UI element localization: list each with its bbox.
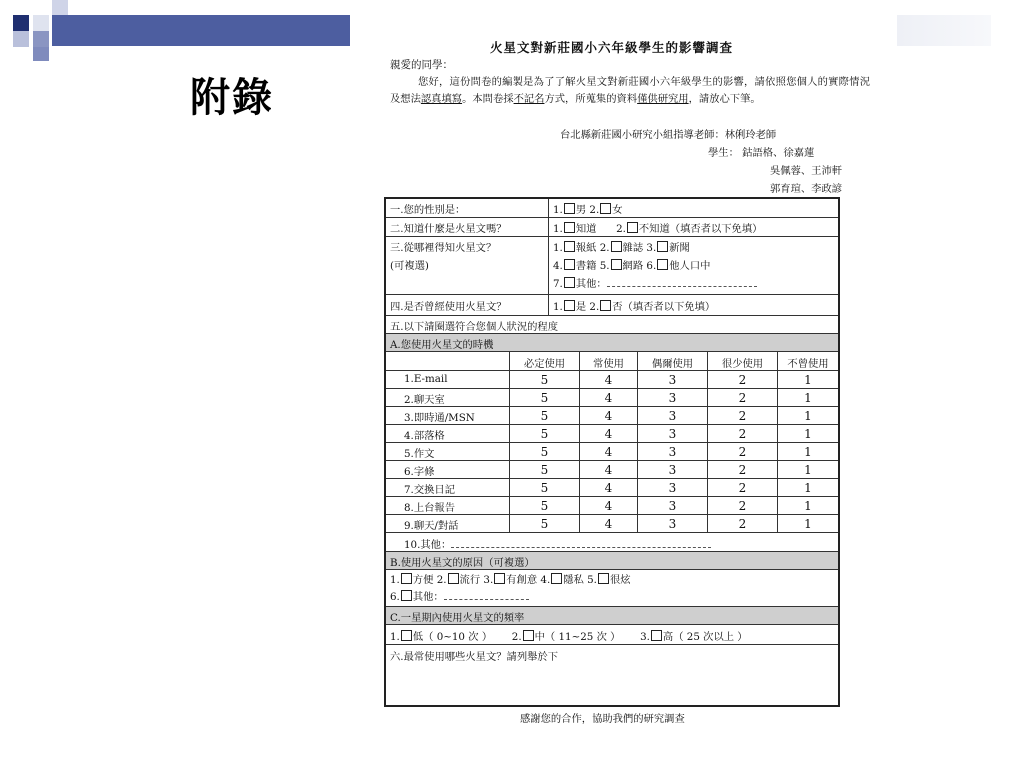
checkbox[interactable]: [564, 203, 575, 214]
rating-score[interactable]: 2: [707, 407, 777, 424]
option-text: 雜誌 3.: [622, 242, 657, 254]
option-text: 方便 2.: [412, 574, 447, 586]
greeting: 親愛的同學：: [390, 59, 453, 71]
question-label: 六.最常使用哪些火星文？請列舉於下: [390, 651, 559, 663]
option-line: [553, 239, 838, 257]
rating-item-label: 7.交換日記: [404, 484, 456, 496]
checkbox[interactable]: [564, 259, 575, 270]
rating-score[interactable]: 3: [637, 407, 707, 424]
answer-cell: [548, 199, 838, 217]
survey-title: 火星文對新莊國小六年級學生的影響調查: [490, 40, 734, 55]
checkbox[interactable]: [401, 590, 412, 601]
answer-cell: [548, 295, 838, 315]
question-row: [386, 237, 838, 295]
option-text: 1.: [553, 242, 563, 254]
option-text: 他人口中: [669, 260, 711, 272]
question-label: 二.知道什麼是火星文嗎？: [390, 223, 507, 235]
option-text: 不知道（填否者以下免填）: [638, 223, 763, 235]
rating-score[interactable]: 3: [637, 497, 707, 514]
option-text: 網路 6.: [622, 260, 657, 272]
decoration-square: [33, 31, 49, 47]
checkbox[interactable]: [448, 573, 459, 584]
fill-in-line[interactable]: [444, 591, 529, 600]
rating-score[interactable]: 1: [777, 515, 838, 532]
option-text: 中（ 11~25 次 ）: [534, 631, 621, 643]
rating-score[interactable]: 1: [777, 479, 838, 496]
rating-header: 偶爾使用: [637, 352, 707, 370]
checkbox[interactable]: [564, 300, 575, 311]
section-label: C.一星期內使用火星文的頻率: [390, 612, 525, 624]
other-label: 10.其他：: [404, 539, 452, 551]
rating-score[interactable]: 2: [707, 443, 777, 460]
question-row: [386, 199, 838, 218]
rating-header: 必定使用: [509, 352, 579, 370]
checkbox[interactable]: [564, 222, 575, 233]
question-label: 五.以下請圈選符合您個人狀況的程度: [390, 321, 559, 333]
rating-score[interactable]: 1: [777, 425, 838, 442]
option-text: 1.: [390, 574, 400, 586]
intro-text: ，請放心下筆。: [688, 93, 761, 105]
rating-score[interactable]: 1: [777, 497, 838, 514]
rating-score[interactable]: 2: [707, 515, 777, 532]
question-label: 四.是否曾經使用火星文？: [390, 301, 507, 313]
rating-row: [386, 479, 838, 497]
intro-text: 方式，所蒐集的資料: [544, 93, 638, 105]
rating-score[interactable]: 4: [579, 515, 637, 532]
question-row: [386, 645, 838, 705]
rating-score[interactable]: 4: [579, 479, 637, 496]
checkbox[interactable]: [598, 573, 609, 584]
option-text: 隱私 5.: [563, 574, 597, 586]
intro-underlined: 僅供研究用: [637, 93, 689, 105]
checkbox[interactable]: [600, 300, 611, 311]
options-row: [386, 570, 838, 607]
decoration-square: [33, 47, 49, 61]
option-text: 男 2.: [575, 204, 600, 216]
option-text: 女: [612, 204, 623, 216]
rating-score[interactable]: 5: [509, 497, 579, 514]
rating-score[interactable]: 2: [707, 389, 777, 406]
checkbox[interactable]: [657, 259, 668, 270]
checkbox[interactable]: [564, 277, 575, 288]
checkbox[interactable]: [600, 203, 611, 214]
rating-row: [386, 461, 838, 479]
rating-score[interactable]: 4: [579, 425, 637, 442]
rating-score[interactable]: 3: [637, 389, 707, 406]
rating-score[interactable]: 5: [509, 389, 579, 406]
intro-underlined: 不記名: [513, 93, 545, 105]
rating-score[interactable]: 5: [509, 407, 579, 424]
option-text: 高（ 25 次以上 ）: [662, 631, 748, 643]
checkbox[interactable]: [551, 573, 562, 584]
checkbox[interactable]: [657, 241, 668, 252]
option-text: 是 2.: [575, 301, 600, 313]
answer-cell: [386, 625, 838, 644]
rating-score[interactable]: 4: [579, 389, 637, 406]
rating-score[interactable]: 3: [637, 479, 707, 496]
checkbox[interactable]: [651, 630, 662, 641]
rating-score[interactable]: 5: [509, 443, 579, 460]
decoration-square: [33, 15, 49, 31]
option-text: 1.: [553, 301, 563, 313]
intro-text: 。本問卷採: [462, 93, 514, 105]
fill-in-line[interactable]: [607, 278, 757, 287]
rating-score[interactable]: 4: [579, 407, 637, 424]
rating-row: [386, 443, 838, 461]
rating-score[interactable]: 3: [637, 461, 707, 478]
rating-score[interactable]: 1: [777, 461, 838, 478]
rating-score[interactable]: 5: [509, 515, 579, 532]
rating-score[interactable]: 5: [509, 479, 579, 496]
option-text: 很炫: [609, 574, 631, 586]
question-row: [386, 218, 838, 237]
rating-score[interactable]: 2: [707, 479, 777, 496]
rating-score[interactable]: 5: [509, 461, 579, 478]
rating-header-row: [386, 352, 838, 371]
intro-paragraph: [390, 74, 870, 108]
rating-item-label: 4.部落格: [404, 430, 445, 442]
option-text: 1.: [553, 204, 563, 216]
option-text: 1.: [553, 223, 563, 235]
option-line: [390, 572, 838, 589]
answer-cell: [386, 570, 838, 606]
rating-item-label: 2.聊天室: [404, 394, 445, 406]
rating-row: [386, 425, 838, 443]
rating-score[interactable]: 1: [777, 407, 838, 424]
option-line: [553, 275, 838, 293]
rating-score[interactable]: 1: [777, 371, 838, 388]
header-decoration-right: [897, 15, 991, 46]
option-text: 其他：: [575, 278, 607, 290]
fill-in-line[interactable]: [451, 539, 711, 548]
rating-item-cell: [386, 352, 509, 370]
checkbox[interactable]: [627, 222, 638, 233]
option-text: 3.: [640, 631, 650, 643]
checkbox[interactable]: [494, 573, 505, 584]
section-label: B.使用火星文的原因（可複選）: [390, 557, 535, 569]
rating-row: [386, 371, 838, 389]
option-text: 知道: [575, 223, 597, 235]
rating-score[interactable]: 4: [579, 443, 637, 460]
rating-score[interactable]: 5: [509, 371, 579, 388]
option-text: 4.: [553, 260, 563, 272]
rating-item-label: 3.即時通/MSN: [404, 412, 475, 424]
answer-cell: [548, 237, 838, 294]
rating-item-label: 8.上台報告: [404, 502, 456, 514]
decoration-square: [13, 31, 29, 47]
rating-score[interactable]: 2: [707, 425, 777, 442]
rating-score[interactable]: 2: [707, 371, 777, 388]
rating-row: [386, 515, 838, 533]
option-text: 其他：: [412, 591, 444, 603]
question-label: 一.您的性別是：: [390, 204, 466, 216]
question-subtext: (可複選): [390, 260, 429, 272]
option-text: 流行 3.: [459, 574, 494, 586]
rating-score[interactable]: 3: [637, 371, 707, 388]
checkbox[interactable]: [401, 573, 412, 584]
rating-score[interactable]: 2: [707, 497, 777, 514]
slide-title: 附錄: [190, 75, 274, 121]
option-text: 2.: [616, 223, 626, 235]
rating-score[interactable]: 1: [777, 389, 838, 406]
decoration-square: [13, 15, 29, 31]
rating-header: 不曾使用: [777, 352, 838, 370]
rating-score[interactable]: 4: [579, 497, 637, 514]
rating-item-label: 5.作文: [404, 448, 435, 460]
rating-row: [386, 407, 838, 425]
section-label: A.您使用火星文的時機: [390, 339, 494, 351]
question-text: 三.從哪裡得知火星文？: [390, 242, 497, 254]
signature-line: 學生： 鈷語格、徐嘉蓮: [708, 147, 815, 159]
option-text: 否（填否者以下免填）: [612, 301, 716, 313]
rating-header: 常使用: [579, 352, 637, 370]
option-text: 書籍 5.: [575, 260, 610, 272]
rating-score[interactable]: 4: [579, 371, 637, 388]
answer-cell: [548, 218, 838, 236]
option-text: 6.: [390, 591, 400, 603]
rating-score[interactable]: 2: [707, 461, 777, 478]
option-line: [390, 589, 838, 606]
checkbox[interactable]: [611, 259, 622, 270]
footer-note: 感謝您的合作，協助我們的研究調查: [520, 713, 685, 725]
rating-item-label: 9.聊天/對話: [404, 520, 459, 532]
signature-line: 吳佩蓉、王沛軒: [770, 165, 843, 177]
other-row: [386, 533, 838, 552]
question-row: [386, 295, 838, 316]
intro-underlined: 認真填寫: [420, 93, 463, 105]
checkbox[interactable]: [401, 630, 412, 641]
checkbox[interactable]: [523, 630, 534, 641]
option-text: 1.: [390, 631, 400, 643]
option-text: 新聞: [669, 242, 690, 254]
section-header: [386, 607, 838, 625]
header-decoration-bar: [52, 15, 350, 46]
option-text: 2.: [511, 631, 522, 643]
survey-form: [384, 197, 840, 707]
rating-score[interactable]: 1: [777, 443, 838, 460]
rating-score[interactable]: 3: [637, 515, 707, 532]
option-text: 有創意 4.: [506, 574, 551, 586]
other-cell: [386, 533, 838, 551]
checkbox[interactable]: [611, 241, 622, 252]
rating-row: [386, 389, 838, 407]
checkbox[interactable]: [564, 241, 575, 252]
rating-row: [386, 497, 838, 515]
option-text: 低（ 0~10 次 ）: [412, 631, 493, 643]
rating-score[interactable]: 4: [579, 461, 637, 478]
rating-header: 很少使用: [707, 352, 777, 370]
rating-score[interactable]: 3: [637, 425, 707, 442]
rating-score[interactable]: 3: [637, 443, 707, 460]
options-row: [386, 625, 838, 645]
rating-item-label: 1.E-mail: [404, 373, 448, 385]
signature-line: 台北縣新莊國小研究小組指導老師：林俐玲老師: [560, 129, 777, 141]
signature-line: 郭育瑄、李政諺: [770, 183, 843, 195]
intro-text: 您好，這份問卷的編製是為了了解火星文對新莊國小六年級學生的影響，請依照您個人的實際情況及想法: [390, 76, 870, 105]
decoration-square: [52, 0, 68, 15]
option-line: [553, 257, 838, 275]
rating-score[interactable]: 5: [509, 425, 579, 442]
section-header: [386, 552, 838, 570]
option-text: 7.: [553, 278, 563, 290]
section-header: [386, 334, 838, 352]
question-label: [386, 237, 548, 294]
section-row: [386, 316, 838, 334]
rating-item-label: 6.字條: [404, 466, 435, 478]
option-text: 報紙 2.: [575, 242, 610, 254]
